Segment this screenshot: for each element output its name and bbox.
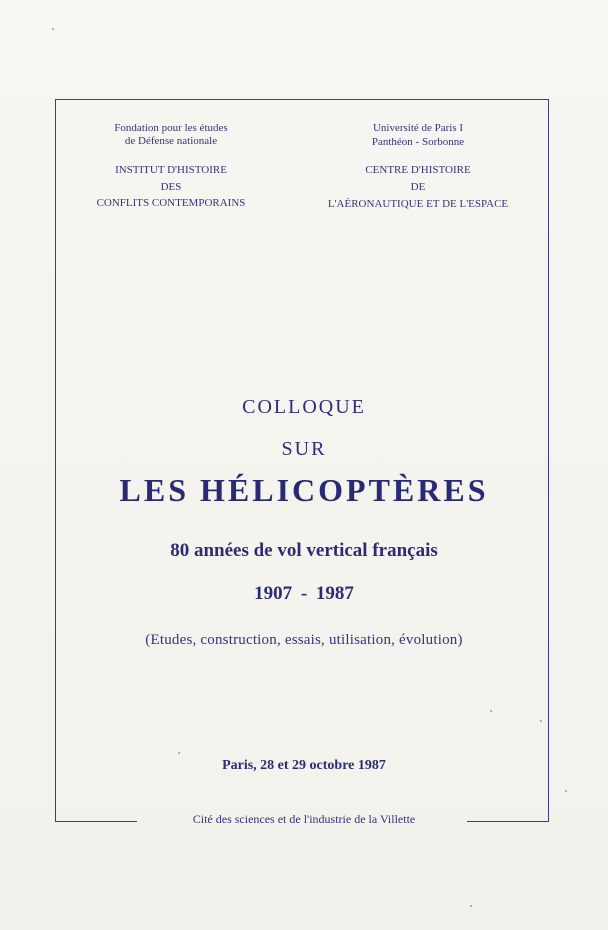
right-institution-line-4: DE bbox=[410, 181, 426, 193]
left-institution-line-1: Fondation pour les études bbox=[114, 122, 228, 134]
event-dates: Paris, 28 et 29 octobre 1987 bbox=[222, 758, 386, 773]
left-institution-line-5: CONFLITS CONTEMPORAINS bbox=[96, 197, 246, 209]
event-venue: Cité des sciences et de l'industrie de la Villette bbox=[192, 812, 416, 826]
paper-speck bbox=[178, 752, 180, 754]
paper-speck bbox=[52, 28, 54, 30]
left-institution-line-3: INSTITUT D'HISTOIRE bbox=[115, 164, 227, 176]
colloque-heading: COLLOQUE bbox=[242, 396, 366, 418]
topics-line: (Etudes, construction, essais, utilisation, évolution) bbox=[145, 632, 463, 648]
year-range: 1907 - 1987 bbox=[254, 583, 354, 604]
paper-speck bbox=[540, 720, 542, 722]
main-title: LES HÉLICOPTÈRES bbox=[119, 472, 489, 508]
right-institution-line-1: Université de Paris I bbox=[372, 122, 464, 134]
left-institution-line-2: de Défense nationale bbox=[124, 135, 218, 147]
paper-speck bbox=[565, 790, 567, 792]
paper-speck bbox=[470, 905, 472, 907]
right-institution-line-3: CENTRE D'HISTOIRE bbox=[365, 164, 471, 176]
sur-heading: SUR bbox=[281, 438, 327, 460]
frame-border-top bbox=[55, 99, 549, 100]
right-institution-line-2: Panthéon - Sorbonne bbox=[371, 136, 465, 148]
paper-speck bbox=[490, 710, 492, 712]
subtitle: 80 années de vol vertical français bbox=[170, 540, 438, 561]
left-institution-line-4: DES bbox=[160, 181, 182, 193]
right-institution-line-5: L'AÉRONAUTIQUE ET DE L'ESPACE bbox=[327, 198, 509, 210]
